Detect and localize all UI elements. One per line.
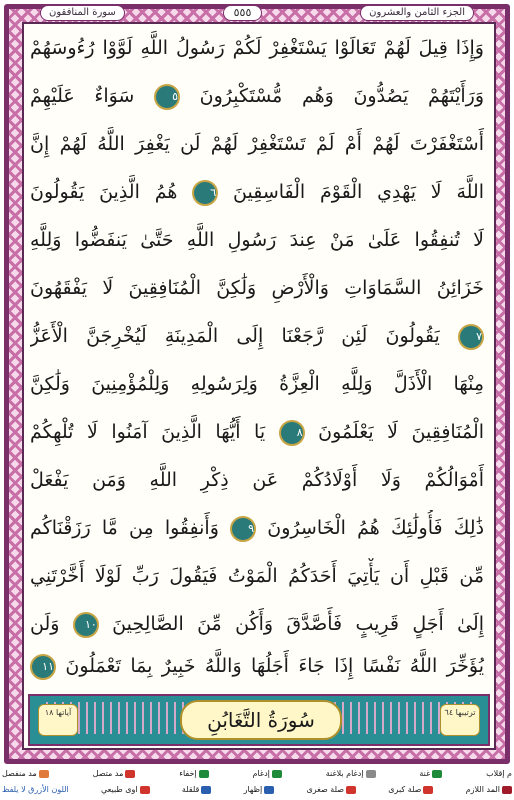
text-line-6	[30, 270, 484, 306]
legend-item	[253, 766, 282, 782]
banner-verse-count: آياتها ١٨	[38, 704, 78, 736]
juz-label: الجزء الثامن والعشرون	[360, 5, 474, 21]
legend-item	[306, 782, 356, 798]
text-line-12	[30, 558, 484, 594]
text-line-2	[30, 78, 484, 114]
legend-item	[101, 782, 150, 798]
line-text: يَقُولُونَ لَئِن رَّجَعْنَا إِلَى الْمَدِينَةِ لَيُخْرِجَنَّ الْأَعَزُّ	[30, 325, 440, 347]
line-text: وَلَن	[30, 613, 60, 635]
legend-item	[93, 766, 136, 782]
legend-item	[182, 782, 211, 798]
legend-label: المد اللازم	[465, 785, 500, 794]
legend-row-2	[2, 782, 512, 798]
tajweed-legend	[2, 766, 512, 798]
page-number: ٥٥٥	[223, 5, 263, 21]
legend-label: صلة كبرى	[388, 785, 422, 794]
line-text: أَمْوَالُكُمْ وَلَا أَوْلَادُكُمْ عَن ذِكْرِ اللَّهِ وَمَن يَفْعَلْ	[30, 469, 484, 491]
color-swatch	[432, 770, 442, 778]
line-text: يَا أَيُّهَا الَّذِينَ آمَنُوا لَا تُلْهِكُمْ	[30, 421, 266, 443]
legend-label: قلقلة	[181, 785, 200, 794]
color-swatch	[272, 770, 282, 778]
line-text: سَوَاءٌ عَلَيْهِمْ	[30, 85, 135, 107]
text-line-7	[30, 318, 484, 354]
color-swatch	[502, 786, 512, 794]
line-text: خَزَائِنُ السَّمَاوَاتِ وَالْأَرْضِ وَلَٰكِنَّ الْمُنَافِقِينَ لَا يَفْقَهُونَ	[30, 277, 484, 299]
line-text: اللَّهَ لَا يَهْدِي الْقَوْمَ الْفَاسِقِينَ	[233, 181, 484, 203]
color-swatch	[125, 770, 135, 778]
legend-label: مد منفصل	[2, 769, 37, 778]
line-text: وَأَنفِقُوا مِن مَّا رَزَقْنَاكُم	[30, 517, 219, 539]
legend-label: إدغام	[252, 769, 270, 778]
line-text: أَسْتَغْفَرْتَ لَهُمْ أَمْ لَمْ تَسْتَغْفِرْ لَهُمْ لَن يَغْفِرَ اللَّهُ لَهُمْ إِنَّ	[30, 133, 484, 155]
legend-label: مد متصل	[92, 769, 124, 778]
legend-label: اوى طبيعي	[101, 785, 138, 794]
color-swatch	[366, 770, 376, 778]
ayah-marker-6: ٦	[192, 180, 218, 206]
text-line-13	[30, 606, 484, 642]
legend-item	[326, 766, 376, 782]
color-swatch	[264, 786, 274, 794]
surah-banner	[28, 694, 490, 746]
color-swatch	[39, 770, 49, 778]
legend-label: إخفاء	[179, 769, 197, 778]
banner-surah-title: سُورَةُ التَّغَابُنِ	[180, 700, 342, 740]
legend-label: إدغام بلاغنة	[325, 769, 364, 778]
color-swatch	[346, 786, 356, 794]
text-line-11	[30, 510, 484, 546]
legend-label: اللون الأزرق لا يلفظ	[2, 785, 69, 794]
legend-item	[244, 782, 275, 798]
color-swatch	[201, 786, 211, 794]
text-line-9	[30, 414, 484, 450]
line-text: مِنْهَا الْأَذَلَّ وَلِلَّهِ الْعِزَّةُ وَلِرَسُولِهِ وَلِلْمُؤْمِنِينَ وَلَٰكِنَّ	[30, 373, 484, 395]
ayah-marker-7: ٧	[458, 324, 484, 350]
legend-item	[2, 766, 49, 782]
legend-item	[388, 782, 433, 798]
text-line-3	[30, 126, 484, 162]
color-swatch	[140, 786, 150, 794]
legend-item	[466, 782, 512, 798]
surah-name-label: سورة المنافقون	[40, 5, 125, 21]
line-text: هُمُ الَّذِينَ يَقُولُونَ	[30, 181, 178, 203]
text-line-10	[30, 462, 484, 498]
legend-label: غنة	[419, 769, 431, 778]
legend-label: إظهار	[243, 785, 263, 794]
banner-order: ترتيبها ٦٤	[440, 704, 480, 736]
legend-item	[179, 766, 208, 782]
line-text: وَإِذَا قِيلَ لَهُمْ تَعَالَوْا يَسْتَغْفِرْ لَكُمْ رَسُولُ اللَّهِ لَوَّوْا رُءُوسَهُمْ	[30, 37, 484, 59]
text-line-1	[30, 30, 484, 66]
legend-row-1	[2, 766, 512, 782]
text-line-8	[30, 366, 484, 402]
line-text: مِّن قَبْلِ أَن يَأْتِيَ أَحَدَكُمُ الْمَوْتُ فَيَقُولَ رَبِّ لَوْلَا أَخَّرْتَنِي	[30, 565, 484, 587]
text-line-14	[30, 648, 484, 684]
text-line-5	[30, 222, 484, 258]
color-swatch	[423, 786, 433, 794]
color-swatch	[199, 770, 209, 778]
ayah-marker-5: ٥	[154, 84, 180, 110]
legend-label: صلة صغرى	[306, 785, 345, 794]
line-text: الْمُنَافِقِينَ لَا يَعْلَمُونَ	[318, 421, 484, 443]
legend-item	[419, 766, 442, 782]
line-text: وَرَأَيْتَهُمْ يَصُدُّونَ وَهُم مُّسْتَكْبِرُونَ	[199, 85, 484, 107]
ayah-marker-9: ٩	[230, 516, 256, 542]
ayah-marker-11: ١١	[30, 654, 56, 680]
ayah-marker-10: ١٠	[73, 612, 99, 638]
legend-item	[486, 766, 512, 782]
legend-item	[2, 782, 69, 798]
page-header	[40, 4, 474, 22]
line-text: إِلَىٰ أَجَلٍ قَرِيبٍ فَأَصَّدَّقَ وَأَكُن مِّنَ الصَّالِحِينَ	[112, 613, 484, 635]
legend-label: م إقلاب	[486, 769, 512, 778]
line-text: ذَٰلِكَ فَأُولَٰئِكَ هُمُ الْخَاسِرُونَ	[267, 517, 484, 539]
line-text: لَا تُنفِقُوا عَلَىٰ مَنْ عِندَ رَسُولِ اللَّهِ حَتَّىٰ يَنفَضُّوا وَلِلَّهِ	[30, 229, 484, 251]
line-text: يُؤَخِّرَ اللَّهُ نَفْسًا إِذَا جَاءَ أَجَلُهَا وَاللَّهُ خَبِيرٌ بِمَا تَعْمَلُونَ	[65, 655, 484, 677]
text-line-4	[30, 174, 484, 210]
ayah-marker-8: ٨	[279, 420, 305, 446]
